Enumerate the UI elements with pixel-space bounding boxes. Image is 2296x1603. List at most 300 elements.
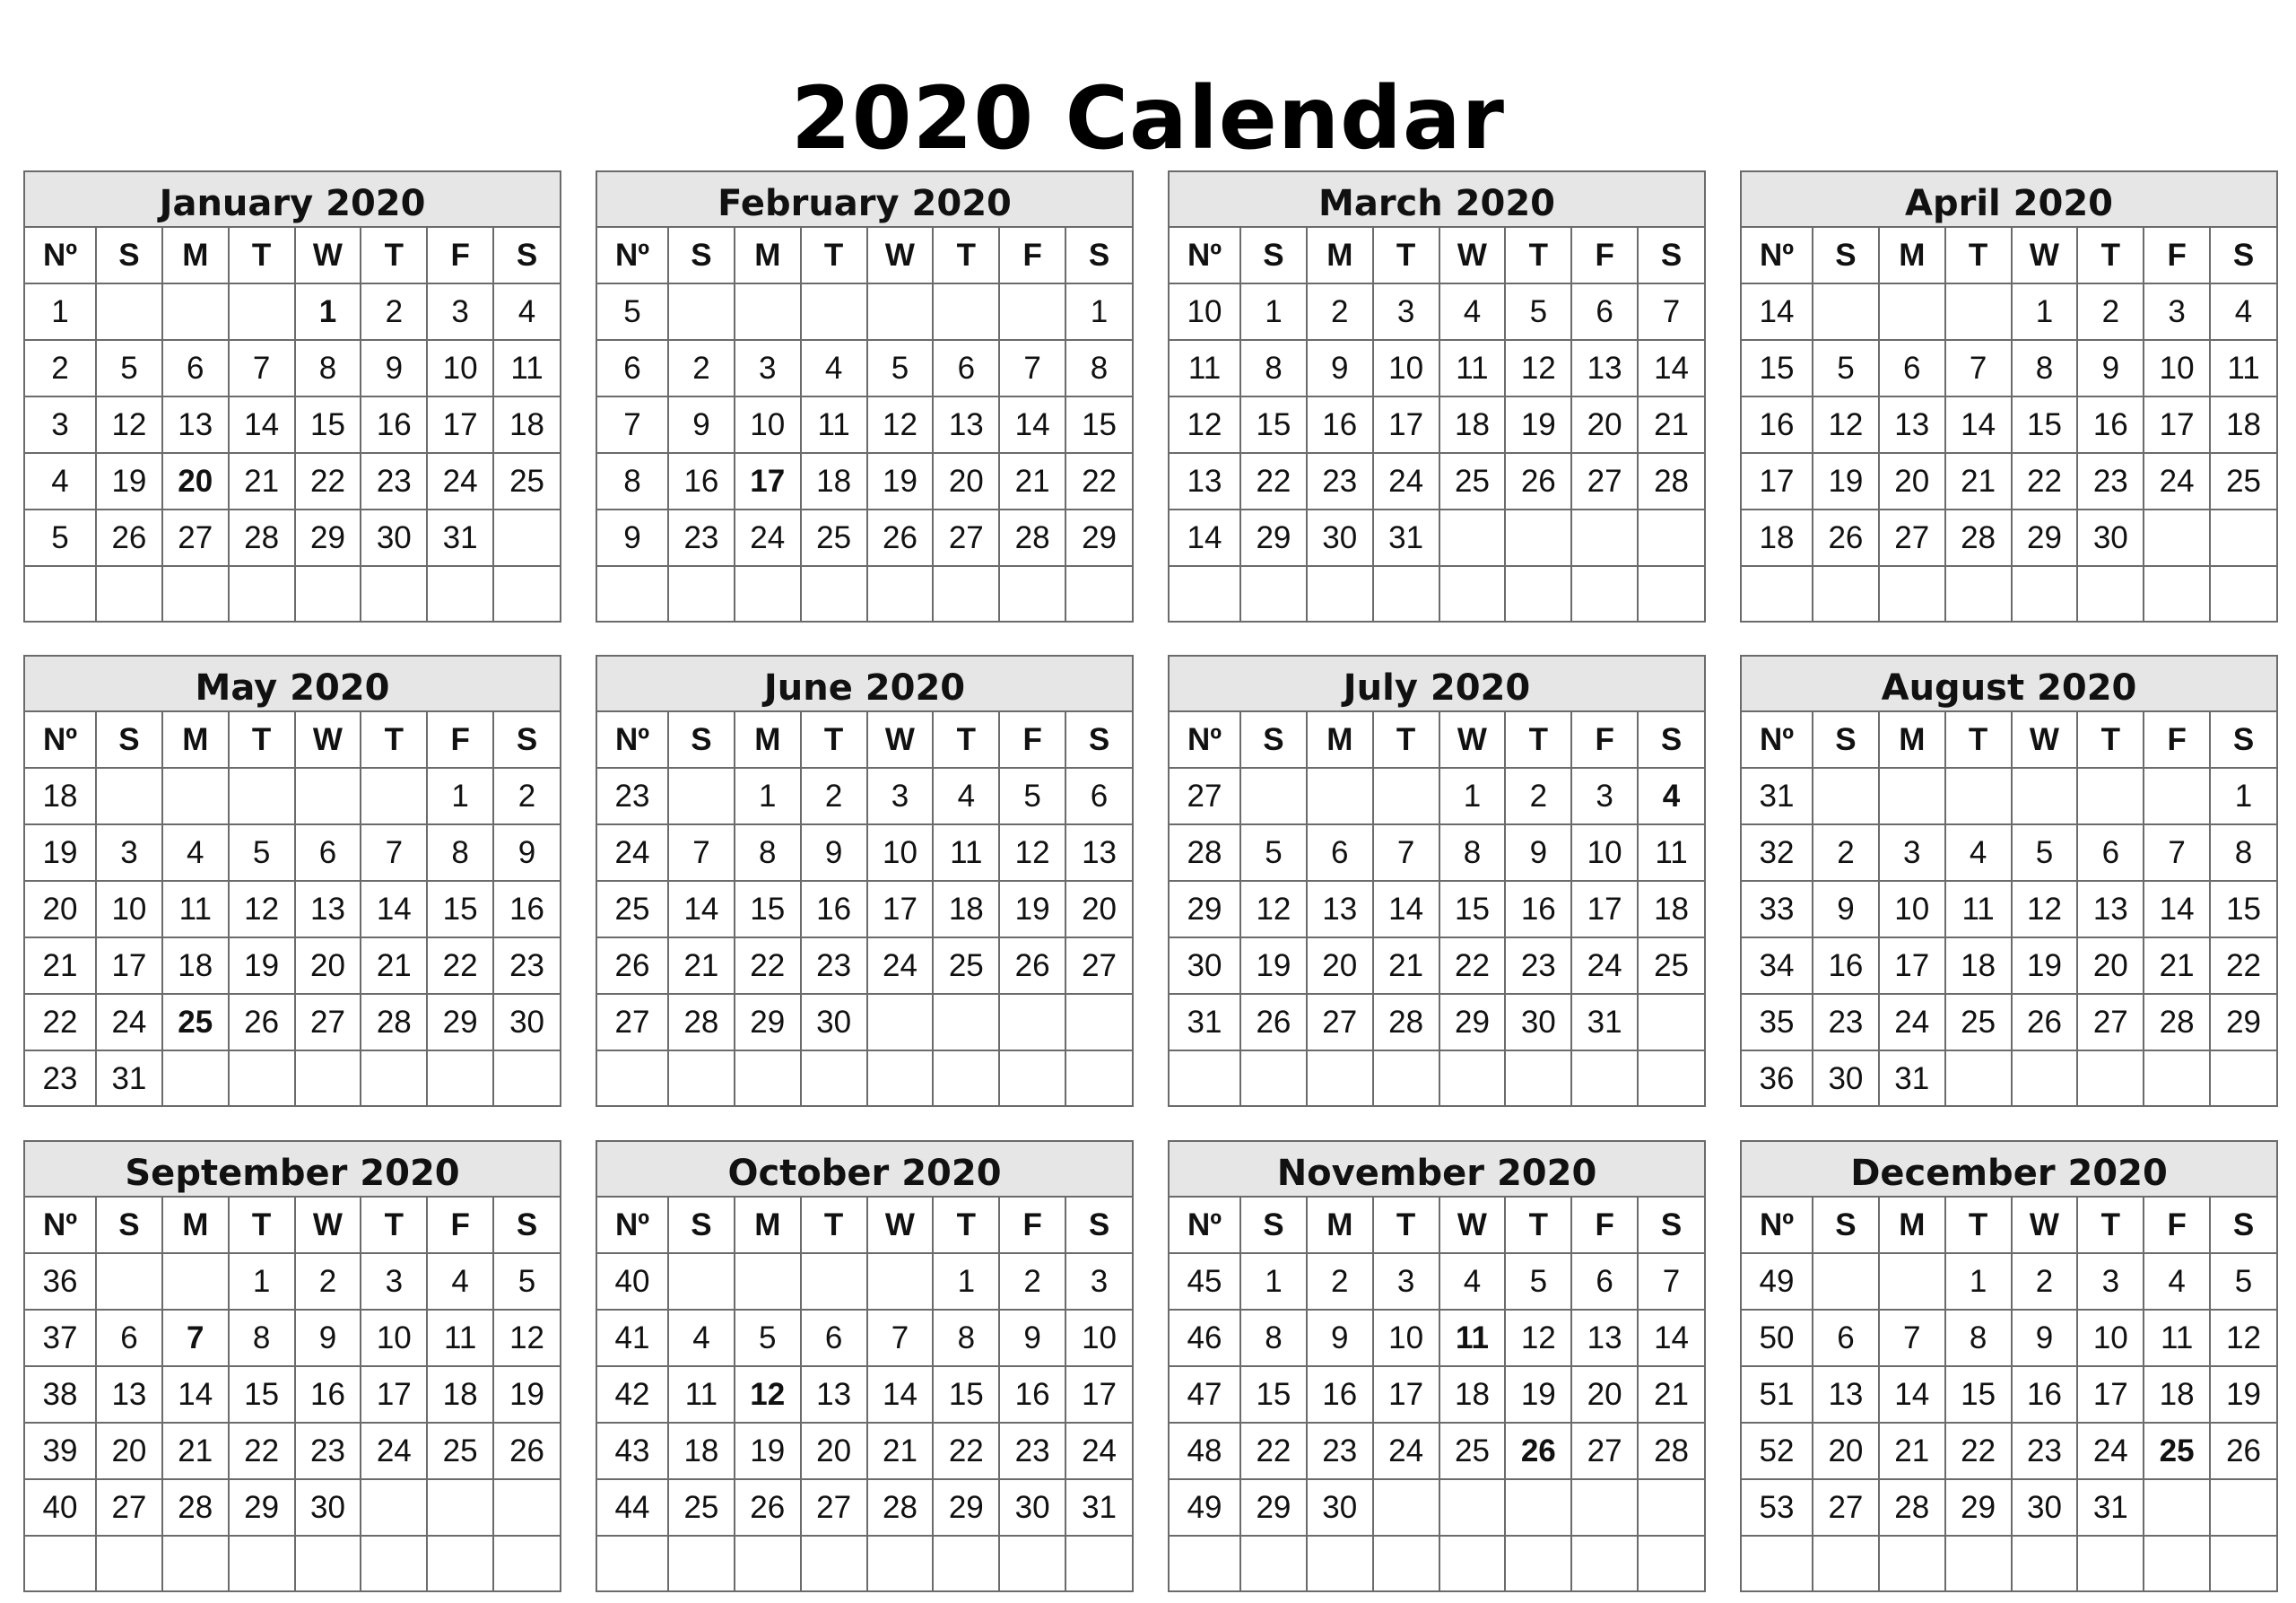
day-cell: 28	[229, 510, 295, 566]
day-cell: 2	[2012, 1253, 2078, 1310]
day-cell: 19	[229, 937, 295, 994]
day-cell	[999, 283, 1065, 340]
week-row	[1170, 396, 1704, 453]
week-number: 18	[25, 768, 96, 824]
week-row	[1742, 881, 2276, 937]
week-number: 31	[1170, 994, 1240, 1050]
day-cell: 29	[2012, 510, 2078, 566]
weekday-header: M	[1879, 228, 1945, 283]
day-cell: 17	[1879, 937, 1945, 994]
week-number: 40	[597, 1253, 668, 1310]
day-cell: 13	[1571, 1310, 1638, 1366]
month-block	[596, 170, 1134, 623]
weekday-header: T	[1373, 712, 1439, 768]
week-number: 24	[597, 824, 668, 881]
day-cell	[96, 1536, 162, 1591]
day-cell	[2144, 1479, 2210, 1536]
week-row	[25, 1310, 560, 1366]
weekday-header: S	[1638, 712, 1704, 768]
day-cell: 3	[1373, 1253, 1439, 1310]
day-cell: 21	[1945, 453, 2012, 510]
day-cell: 30	[999, 1479, 1065, 1536]
week-row	[1742, 340, 2276, 396]
weekday-header: T	[1945, 712, 2012, 768]
month-title: October 2020	[597, 1142, 1132, 1198]
day-cell: 6	[801, 1310, 867, 1366]
week-row	[1170, 340, 1704, 396]
day-cell: 8	[1439, 824, 1506, 881]
week-row	[597, 396, 1132, 453]
week-row	[25, 396, 560, 453]
day-cell: 23	[999, 1423, 1065, 1479]
day-cell: 25	[1439, 1423, 1506, 1479]
day-cell	[999, 994, 1065, 1050]
weekday-header: W	[1439, 1198, 1506, 1253]
day-cell	[867, 566, 934, 622]
day-cell	[2210, 1050, 2276, 1106]
week-number: 42	[597, 1366, 668, 1423]
day-cell	[735, 1253, 801, 1310]
day-cell: 19	[867, 453, 934, 510]
weekday-header: F	[2144, 712, 2210, 768]
day-cell: 14	[1638, 1310, 1704, 1366]
day-cell: 26	[867, 510, 934, 566]
day-cell: 22	[1945, 1423, 2012, 1479]
day-cell: 26	[1505, 453, 1571, 510]
day-cell	[2012, 566, 2078, 622]
day-cell: 24	[1373, 1423, 1439, 1479]
day-cell: 2	[1307, 283, 1373, 340]
day-cell: 6	[2077, 824, 2144, 881]
day-cell	[1813, 283, 1879, 340]
month-title: May 2020	[25, 657, 560, 712]
weekday-header: W	[1439, 228, 1506, 283]
weekday-header: M	[162, 1198, 229, 1253]
month-block	[23, 655, 561, 1107]
day-cell	[1638, 994, 1704, 1050]
day-cell	[229, 1050, 295, 1106]
day-cell	[1571, 1050, 1638, 1106]
day-cell: 16	[295, 1366, 361, 1423]
day-cell: 7	[668, 824, 735, 881]
day-cell: 21	[361, 937, 427, 994]
day-cell	[1373, 1479, 1439, 1536]
month-block	[1740, 170, 2278, 623]
day-cell: 30	[2077, 510, 2144, 566]
day-cell: 2	[295, 1253, 361, 1310]
weekday-header: T	[1945, 228, 2012, 283]
weekday-header: M	[162, 712, 229, 768]
day-cell: 21	[1638, 396, 1704, 453]
weekday-header: S	[96, 228, 162, 283]
weekday-header: T	[933, 1198, 999, 1253]
day-cell: 11	[1945, 881, 2012, 937]
week-row	[1170, 994, 1704, 1050]
week-row	[597, 340, 1132, 396]
day-cell	[1571, 566, 1638, 622]
holiday-day-cell: 25	[2144, 1423, 2210, 1479]
day-cell: 9	[999, 1310, 1065, 1366]
week-row	[1742, 566, 2276, 622]
day-cell: 13	[1307, 881, 1373, 937]
day-cell: 15	[229, 1366, 295, 1423]
day-cell: 3	[1879, 824, 1945, 881]
holiday-day-cell: 1	[295, 283, 361, 340]
week-number: 46	[1170, 1310, 1240, 1366]
day-cell: 1	[1945, 1253, 2012, 1310]
day-cell: 1	[1439, 768, 1506, 824]
day-cell: 8	[427, 824, 493, 881]
week-number: 39	[25, 1423, 96, 1479]
day-cell	[867, 1050, 934, 1106]
day-cell	[668, 1536, 735, 1591]
day-cell	[1571, 1536, 1638, 1591]
day-cell	[801, 1050, 867, 1106]
week-row	[1742, 1423, 2276, 1479]
week-number	[597, 1536, 668, 1591]
day-cell	[493, 1479, 560, 1536]
day-cell: 12	[229, 881, 295, 937]
day-cell: 23	[1813, 994, 1879, 1050]
week-number: 35	[1742, 994, 1813, 1050]
day-cell: 7	[1373, 824, 1439, 881]
day-cell: 30	[2012, 1479, 2078, 1536]
day-cell	[999, 1050, 1065, 1106]
day-cell	[1638, 566, 1704, 622]
week-number: 36	[25, 1253, 96, 1310]
day-cell: 8	[1945, 1310, 2012, 1366]
day-cell	[361, 1479, 427, 1536]
day-cell: 12	[493, 1310, 560, 1366]
day-cell	[801, 283, 867, 340]
weekday-header: W	[867, 712, 934, 768]
day-cell	[162, 566, 229, 622]
day-cell: 15	[2012, 396, 2078, 453]
holiday-day-cell: 26	[1505, 1423, 1571, 1479]
day-cell	[1879, 566, 1945, 622]
day-cell: 20	[295, 937, 361, 994]
month-block	[1168, 655, 1706, 1107]
day-cell: 9	[1505, 824, 1571, 881]
day-cell	[2210, 510, 2276, 566]
day-cell: 27	[1065, 937, 1132, 994]
week-number: 14	[1742, 283, 1813, 340]
week-row	[25, 1479, 560, 1536]
day-cell	[735, 566, 801, 622]
day-cell	[1638, 1050, 1704, 1106]
day-cell: 10	[2144, 340, 2210, 396]
day-cell: 17	[1373, 1366, 1439, 1423]
week-number: 28	[1170, 824, 1240, 881]
weekday-header: F	[999, 1198, 1065, 1253]
day-cell: 12	[999, 824, 1065, 881]
day-cell: 5	[1240, 824, 1307, 881]
day-cell: 20	[1571, 396, 1638, 453]
day-cell	[801, 566, 867, 622]
day-cell: 28	[1879, 1479, 1945, 1536]
day-cell: 28	[361, 994, 427, 1050]
day-cell	[1813, 1536, 1879, 1591]
day-cell: 26	[2210, 1423, 2276, 1479]
day-cell: 15	[427, 881, 493, 937]
weekday-header: T	[1505, 712, 1571, 768]
week-number: 2	[25, 340, 96, 396]
day-cell: 18	[427, 1366, 493, 1423]
weekday-header: W	[867, 1198, 934, 1253]
week-number: 10	[1170, 283, 1240, 340]
week-number: 15	[1742, 340, 1813, 396]
weekday-header: T	[1945, 1198, 2012, 1253]
week-number: 13	[1170, 453, 1240, 510]
week-number: 49	[1170, 1479, 1240, 1536]
day-cell: 30	[361, 510, 427, 566]
day-cell: 12	[2210, 1310, 2276, 1366]
day-cell: 28	[1945, 510, 2012, 566]
day-cell	[1879, 1536, 1945, 1591]
week-row	[25, 824, 560, 881]
day-cell: 30	[1307, 1479, 1373, 1536]
day-cell: 11	[2144, 1310, 2210, 1366]
day-cell	[735, 1536, 801, 1591]
day-cell	[162, 1536, 229, 1591]
month-block	[1168, 1140, 1706, 1592]
day-cell: 2	[361, 283, 427, 340]
week-row	[25, 881, 560, 937]
day-cell: 14	[162, 1366, 229, 1423]
week-number: 7	[597, 396, 668, 453]
day-cell: 7	[229, 340, 295, 396]
day-cell: 15	[1240, 1366, 1307, 1423]
day-cell: 24	[867, 937, 934, 994]
day-cell: 10	[1373, 1310, 1439, 1366]
day-cell	[2210, 1536, 2276, 1591]
week-number: 18	[1742, 510, 1813, 566]
month-title: July 2020	[1170, 657, 1704, 712]
day-cell: 25	[1439, 453, 1506, 510]
week-number: 29	[1170, 881, 1240, 937]
day-cell: 23	[1505, 937, 1571, 994]
day-cell	[162, 1253, 229, 1310]
day-cell: 20	[933, 453, 999, 510]
day-cell: 20	[96, 1423, 162, 1479]
day-cell: 29	[1240, 1479, 1307, 1536]
weekday-header: M	[162, 228, 229, 283]
day-cell: 7	[2144, 824, 2210, 881]
weekday-header: M	[1879, 1198, 1945, 1253]
day-cell	[1638, 510, 1704, 566]
day-cell: 16	[493, 881, 560, 937]
calendar-grid	[23, 170, 2276, 1592]
day-cell: 9	[2077, 340, 2144, 396]
day-cell: 1	[2012, 283, 2078, 340]
day-cell: 16	[2012, 1366, 2078, 1423]
month-block	[596, 1140, 1134, 1592]
day-cell: 18	[1945, 937, 2012, 994]
weekday-header: F	[427, 1198, 493, 1253]
day-cell: 28	[1373, 994, 1439, 1050]
day-cell: 7	[999, 340, 1065, 396]
holiday-day-cell: 11	[1439, 1310, 1506, 1366]
day-cell	[933, 1536, 999, 1591]
weekday-header: M	[1307, 1198, 1373, 1253]
day-cell	[735, 1050, 801, 1106]
day-cell: 31	[1879, 1050, 1945, 1106]
day-cell: 22	[1240, 1423, 1307, 1479]
weekday-header-row	[25, 228, 560, 283]
day-cell: 31	[1373, 510, 1439, 566]
month-title: January 2020	[25, 172, 560, 228]
day-cell: 22	[229, 1423, 295, 1479]
day-cell: 4	[1945, 824, 2012, 881]
day-cell: 22	[1439, 937, 1506, 994]
week-number: 40	[25, 1479, 96, 1536]
week-number: 22	[25, 994, 96, 1050]
week-number: 9	[597, 510, 668, 566]
week-row	[1170, 283, 1704, 340]
day-cell: 18	[801, 453, 867, 510]
week-row	[597, 453, 1132, 510]
week-number: 48	[1170, 1423, 1240, 1479]
day-cell	[1240, 768, 1307, 824]
day-cell: 18	[493, 396, 560, 453]
day-cell: 16	[1813, 937, 1879, 994]
week-row	[1170, 768, 1704, 824]
weekday-header: F	[1571, 228, 1638, 283]
day-cell: 28	[1638, 1423, 1704, 1479]
day-cell: 19	[96, 453, 162, 510]
week-row	[1170, 1253, 1704, 1310]
day-cell	[1505, 1479, 1571, 1536]
day-cell	[1571, 1479, 1638, 1536]
week-row	[1170, 824, 1704, 881]
weekday-header: T	[2077, 712, 2144, 768]
day-cell	[1240, 566, 1307, 622]
day-cell: 29	[229, 1479, 295, 1536]
weekday-header: F	[427, 712, 493, 768]
week-row	[25, 453, 560, 510]
day-cell	[361, 566, 427, 622]
month-title: November 2020	[1170, 1142, 1704, 1198]
holiday-day-cell: 4	[1638, 768, 1704, 824]
day-cell: 18	[2210, 396, 2276, 453]
day-cell: 6	[96, 1310, 162, 1366]
day-cell	[295, 1536, 361, 1591]
day-cell: 16	[1307, 1366, 1373, 1423]
week-row	[597, 824, 1132, 881]
day-cell	[1373, 566, 1439, 622]
day-cell	[1945, 566, 2012, 622]
week-number-header: Nº	[1742, 1198, 1813, 1253]
day-cell: 10	[2077, 1310, 2144, 1366]
weekday-header: W	[867, 228, 934, 283]
month-table	[597, 712, 1132, 1106]
week-number	[1742, 566, 1813, 622]
day-cell	[1505, 1050, 1571, 1106]
day-cell: 2	[2077, 283, 2144, 340]
day-cell: 16	[1307, 396, 1373, 453]
day-cell: 13	[96, 1366, 162, 1423]
day-cell: 25	[801, 510, 867, 566]
week-number-header: Nº	[597, 228, 668, 283]
weekday-header-row	[1742, 712, 2276, 768]
day-cell	[1373, 768, 1439, 824]
day-cell: 3	[427, 283, 493, 340]
day-cell	[229, 566, 295, 622]
day-cell: 15	[1439, 881, 1506, 937]
day-cell: 5	[735, 1310, 801, 1366]
day-cell: 5	[1505, 1253, 1571, 1310]
weekday-header: T	[2077, 228, 2144, 283]
day-cell: 4	[162, 824, 229, 881]
month-title: August 2020	[1742, 657, 2276, 712]
weekday-header: S	[668, 228, 735, 283]
day-cell: 11	[1439, 340, 1506, 396]
day-cell: 13	[1571, 340, 1638, 396]
weekday-header: S	[1240, 1198, 1307, 1253]
week-number: 34	[1742, 937, 1813, 994]
day-cell: 24	[361, 1423, 427, 1479]
day-cell: 3	[1571, 768, 1638, 824]
day-cell: 5	[999, 768, 1065, 824]
day-cell: 27	[801, 1479, 867, 1536]
day-cell: 27	[96, 1479, 162, 1536]
week-number: 27	[1170, 768, 1240, 824]
month-title: December 2020	[1742, 1142, 2276, 1198]
week-row	[597, 768, 1132, 824]
day-cell	[162, 1050, 229, 1106]
weekday-header: F	[2144, 228, 2210, 283]
day-cell: 23	[668, 510, 735, 566]
day-cell: 4	[1439, 1253, 1506, 1310]
day-cell: 26	[999, 937, 1065, 994]
weekday-header: S	[1240, 228, 1307, 283]
day-cell: 4	[933, 768, 999, 824]
day-cell	[1065, 1536, 1132, 1591]
day-cell: 13	[933, 396, 999, 453]
day-cell: 29	[2210, 994, 2276, 1050]
day-cell: 15	[1240, 396, 1307, 453]
day-cell: 2	[1813, 824, 1879, 881]
day-cell	[668, 768, 735, 824]
day-cell: 9	[1813, 881, 1879, 937]
day-cell	[801, 1536, 867, 1591]
day-cell	[668, 1050, 735, 1106]
day-cell	[427, 566, 493, 622]
weekday-header-row	[597, 712, 1132, 768]
day-cell	[96, 1253, 162, 1310]
day-cell	[801, 1253, 867, 1310]
day-cell: 19	[2012, 937, 2078, 994]
day-cell: 17	[1571, 881, 1638, 937]
weekday-header-row	[1742, 1198, 2276, 1253]
weekday-header: T	[1505, 228, 1571, 283]
day-cell: 25	[493, 453, 560, 510]
day-cell: 1	[933, 1253, 999, 1310]
day-cell	[1638, 1479, 1704, 1536]
day-cell: 31	[2077, 1479, 2144, 1536]
day-cell: 8	[735, 824, 801, 881]
day-cell	[1307, 1536, 1373, 1591]
day-cell: 18	[933, 881, 999, 937]
day-cell	[2144, 510, 2210, 566]
week-number: 14	[1170, 510, 1240, 566]
day-cell: 9	[493, 824, 560, 881]
weekday-header: S	[493, 228, 560, 283]
day-cell: 4	[668, 1310, 735, 1366]
holiday-day-cell: 20	[162, 453, 229, 510]
week-number: 26	[597, 937, 668, 994]
week-number	[1170, 1536, 1240, 1591]
